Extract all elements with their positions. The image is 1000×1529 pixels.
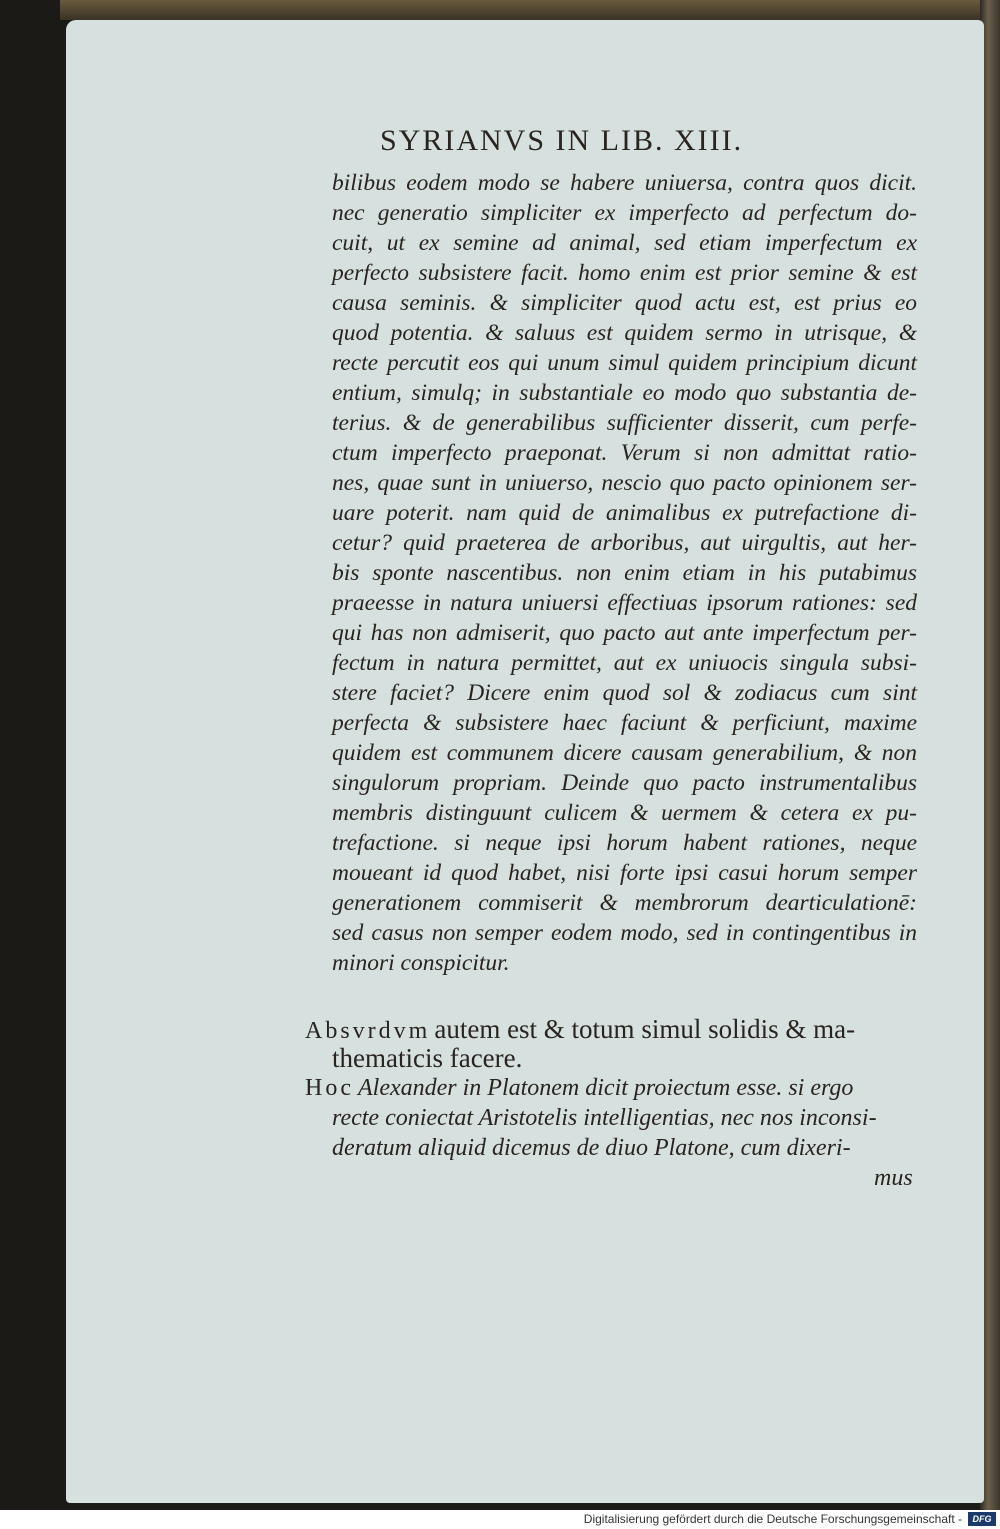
text-line: quod potentia. & saluus est quidem sermo in utrisque, & bbox=[332, 320, 917, 346]
text-line: bilibus eodem modo se habere uniuersa, contra quos dicit. bbox=[332, 170, 917, 196]
lemma-line bbox=[305, 1014, 925, 1045]
text-line: cetur? quid praeterea de arboribus, aut uirgultis, aut her- bbox=[332, 530, 917, 556]
text-line: generationem commiserit & membrorum dearticulationē: bbox=[332, 890, 917, 916]
text-line: terius. & de generabilibus sufficienter disserit, cum perfe- bbox=[332, 410, 917, 436]
commentary-initial: Hoc bbox=[305, 1075, 354, 1101]
text-line: fectum in natura permittet, aut ex uniuocis singula subsi- bbox=[332, 650, 917, 676]
text-line: quidem est communem dicere causam generabilium, & non bbox=[332, 740, 917, 766]
lemma-text: autem est & totum simul solidis & ma- bbox=[434, 1014, 856, 1044]
text-line: nes, quae sunt in uniuerso, nescio quo pacto opinionem ser- bbox=[332, 470, 917, 496]
commentary-line: recte coniectat Aristotelis intelligentias, nec nos inconsi- bbox=[332, 1105, 877, 1131]
text-line: perfecta & subsistere haec faciunt & perficiunt, maxime bbox=[332, 710, 917, 736]
text-line: sed casus non semper eodem modo, sed in contingentibus in bbox=[332, 920, 917, 946]
commentary-line: deratum aliquid dicemus de diuo Platone, cum dixeri- bbox=[332, 1135, 851, 1161]
text-line: recte percutit eos qui unum simul quidem principium dicunt bbox=[332, 350, 917, 376]
text-line: moueant id quod habet, nisi forte ipsi casui horum semper bbox=[332, 860, 917, 886]
text-line: qui has non admiserit, quo pacto aut ante imperfectum per- bbox=[332, 620, 917, 646]
running-head: SYRIANVS IN LIB. XIII. bbox=[380, 124, 744, 157]
text-line: entium, simulq; in substantiale eo modo quo substantia de- bbox=[332, 380, 917, 406]
text-line: bis sponte nascentibus. non enim etiam in his putabimus bbox=[332, 560, 917, 586]
page-top-edge bbox=[60, 0, 1000, 20]
text-line: uare poterit. nam quid de animalibus ex putrefactione di- bbox=[332, 500, 917, 526]
commentary-text: Alexander in Platonem dicit proiectum esse. si ergo bbox=[357, 1075, 854, 1101]
text-line-last: minori conspicitur. bbox=[332, 950, 510, 976]
text-line: praeesse in natura uniuersi effectiuas ipsorum rationes: sed bbox=[332, 590, 917, 616]
text-line: stere faciet? Dicere enim quod sol & zodiacus cum sint bbox=[332, 680, 917, 706]
text-line: nec generatio simpliciter ex imperfecto ad perfectum do- bbox=[332, 200, 917, 226]
text-line: trefactione. si neque ipsi horum habent rationes, neque bbox=[332, 830, 917, 856]
text-line: cuit, ut ex semine ad animal, sed etiam imperfectum ex bbox=[332, 230, 917, 256]
text-line: causa seminis. & simpliciter quod actu est, est prius eo bbox=[332, 290, 917, 316]
digitization-footer bbox=[0, 1510, 1000, 1529]
text-line: singulorum propriam. Deinde quo pacto instrumentalibus bbox=[332, 770, 917, 796]
catchword: mus bbox=[874, 1165, 913, 1191]
lemma-initial: Absvrdvm bbox=[305, 1018, 431, 1044]
text-line: ctum imperfecto praeponat. Verum si non admittat ratio- bbox=[332, 440, 917, 466]
text-line: membris distinguunt culicem & uermem & cetera ex pu- bbox=[332, 800, 917, 826]
dfg-logo-icon: DFG bbox=[968, 1512, 996, 1526]
commentary-line bbox=[305, 1075, 925, 1102]
footer-credit: Digitalisierung gefördert durch die Deutsche Forschungsgemeinschaft - bbox=[583, 1512, 962, 1526]
text-line: perfecto subsistere facit. homo enim est prior semine & est bbox=[332, 260, 917, 286]
lemma-continuation: thematicis facere. bbox=[332, 1043, 523, 1073]
